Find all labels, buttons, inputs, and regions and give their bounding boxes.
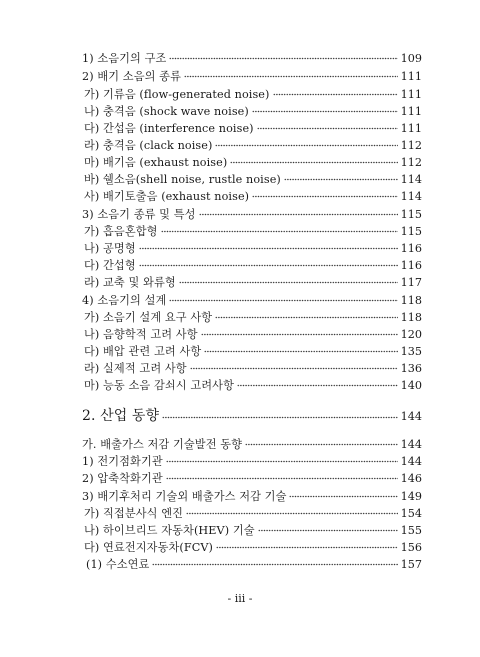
toc-leader-dots [161,226,398,236]
toc-entry-page: 146 [400,472,422,485]
toc-entry-title: 다) 연료전지자동차(FCV) [84,541,214,554]
toc-leader-dots [258,525,398,535]
toc-entry-title: 나) 하이브리드 자동차(HEV) 기술 [84,524,255,537]
toc-entry [84,309,422,326]
toc-entry [84,505,422,522]
toc-entry [82,206,422,223]
toc-leader-dots [139,260,398,270]
toc-entry-title: 마) 능동 소음 감쇠시 고려사항 [84,379,234,392]
toc-entry-title: 4) 소음기의 설계 [82,294,167,307]
toc-entry-page: 112 [400,139,422,152]
toc-entry [82,436,422,453]
toc-entry-title: 가. 배출가스 저감 기술발전 동향 [82,438,243,451]
toc-entry [84,240,422,257]
toc-entry-page: 120 [400,328,422,341]
toc-leader-dots [252,191,398,201]
toc-entry-page: 109 [400,52,422,65]
toc-entry [84,86,422,103]
toc-leader-dots [179,277,398,287]
toc-entry [82,292,422,309]
toc-entry-page: 116 [400,242,422,255]
toc-entry-page: 156 [400,541,422,554]
toc-entry [82,470,422,487]
toc-entry-title: 다) 간섭음 (interference noise) [84,122,254,135]
toc-leader-dots [152,559,397,569]
toc-leader-dots [273,89,398,99]
toc-entry-page: 135 [400,345,422,358]
toc-entry-page: 136 [400,362,422,375]
toc-entry-title: 라) 충격음 (clack noise) [84,139,213,152]
toc-entry [84,154,422,171]
toc-entry-title: 라) 교축 및 와류형 [84,276,176,289]
toc-leader-dots [184,71,398,81]
toc-entry [84,377,422,394]
toc-entry [84,274,422,291]
toc-entry-title: 가) 기류음 (flow-generated noise) [84,88,270,101]
toc-entry-title: (1) 수소연료 [86,558,150,571]
toc-entry-title: 3) 소음기 종류 및 특성 [82,208,196,221]
toc-entry [84,522,422,539]
toc-entry [84,120,422,137]
toc-leader-dots [190,363,398,373]
toc-entry-title: 가) 직접분사식 엔진 [84,507,184,520]
toc-entry-title: 다) 간섭형 [84,259,136,272]
toc-entry-page: 118 [400,294,422,307]
toc-entry-page: 116 [400,259,422,272]
toc-entry [82,488,422,505]
toc-leader-dots [201,329,398,339]
toc-entry-title: 나) 충격음 (shock wave noise) [84,105,249,118]
toc-leader-dots [199,209,398,219]
toc-entry [84,539,422,556]
toc-leader-dots [216,542,398,552]
toc-entry-page: 117 [400,276,422,289]
toc-entry-title: 나) 공명형 [84,242,136,255]
toc-leader-dots [245,439,398,449]
toc-leader-dots [169,295,397,305]
toc-leader-dots [162,412,397,422]
toc-entry [84,257,422,274]
toc-leader-dots [139,243,398,253]
toc-entry-page: 115 [400,225,422,238]
toc-entry [84,171,422,188]
toc-leader-dots [252,106,398,116]
toc-entry-page: 144 [400,438,422,451]
toc-entry-title: 가) 소음기 설계 요구 사항 [84,311,213,324]
toc-leader-dots [166,473,398,483]
toc-entry-page: 140 [400,379,422,392]
toc-entry [82,50,422,67]
toc-leader-dots [186,508,398,518]
toc-entry-title: 3) 배기후처리 기술외 배출가스 저감 기술 [82,490,287,503]
page-number: - iii - [227,592,253,605]
toc-leader-dots [166,456,398,466]
toc-entry [84,360,422,377]
toc-entry-page: 114 [400,173,422,186]
toc-leader-dots [230,157,397,167]
toc-entry-title: 바) 쉘소음(shell noise, rustle noise) [84,173,281,186]
toc-leader-dots [169,53,397,63]
toc-entry-title: 나) 음향학적 고려 사항 [84,328,198,341]
toc-leader-dots [204,346,397,356]
toc-entry-title: 2. 산업 동향 [82,408,160,424]
toc-entry-page: 155 [400,524,422,537]
toc-entry-page: 157 [400,558,422,571]
toc-entry [84,343,422,360]
toc-entry-title: 2) 배기 소음의 종류 [82,70,182,83]
toc-entry-page: 112 [400,156,422,169]
toc-leader-dots [289,491,397,501]
toc-entry-page: 111 [400,70,422,83]
toc-entry-title: 사) 배기토출음 (exhaust noise) [84,190,250,203]
toc-entry [84,223,422,240]
toc-entry [82,453,422,470]
toc-entry-title: 마) 배기음 (exhaust noise) [84,156,228,169]
toc-leader-dots [215,140,397,150]
toc-entry-title: 1) 전기점화기관 [82,455,163,468]
toc-leader-dots [215,312,397,322]
toc-entry-page: 111 [400,88,422,101]
toc-entry-page: 111 [400,122,422,135]
toc-entry-page: 149 [400,490,422,503]
toc-entry-title: 1) 소음기의 구조 [82,52,167,65]
toc-entry-title: 라) 실제적 고려 사항 [84,362,187,375]
toc-entry-title: 가) 흡음혼합형 [84,225,158,238]
toc-chapter-entry [82,406,422,426]
toc-leader-dots [257,123,398,133]
toc-entry-page: 111 [400,105,422,118]
toc-leader-dots [237,380,398,390]
toc-entry-title: 다) 배압 관련 고려 사항 [84,345,202,358]
toc-entry-page: 114 [400,190,422,203]
toc-entry [86,556,422,573]
toc-entry [84,188,422,205]
toc-entry-page: 154 [400,507,422,520]
toc-entry-page: 144 [400,410,422,423]
toc-entry-page: 115 [400,208,422,221]
toc-entry-page: 144 [400,455,422,468]
toc-entry [82,68,422,85]
toc-entry [84,326,422,343]
toc-entry [84,103,422,120]
toc-entry [84,137,422,154]
toc-leader-dots [284,174,398,184]
toc-entry-page: 118 [400,311,422,324]
toc-entry-title: 2) 압축착화기관 [82,472,163,485]
